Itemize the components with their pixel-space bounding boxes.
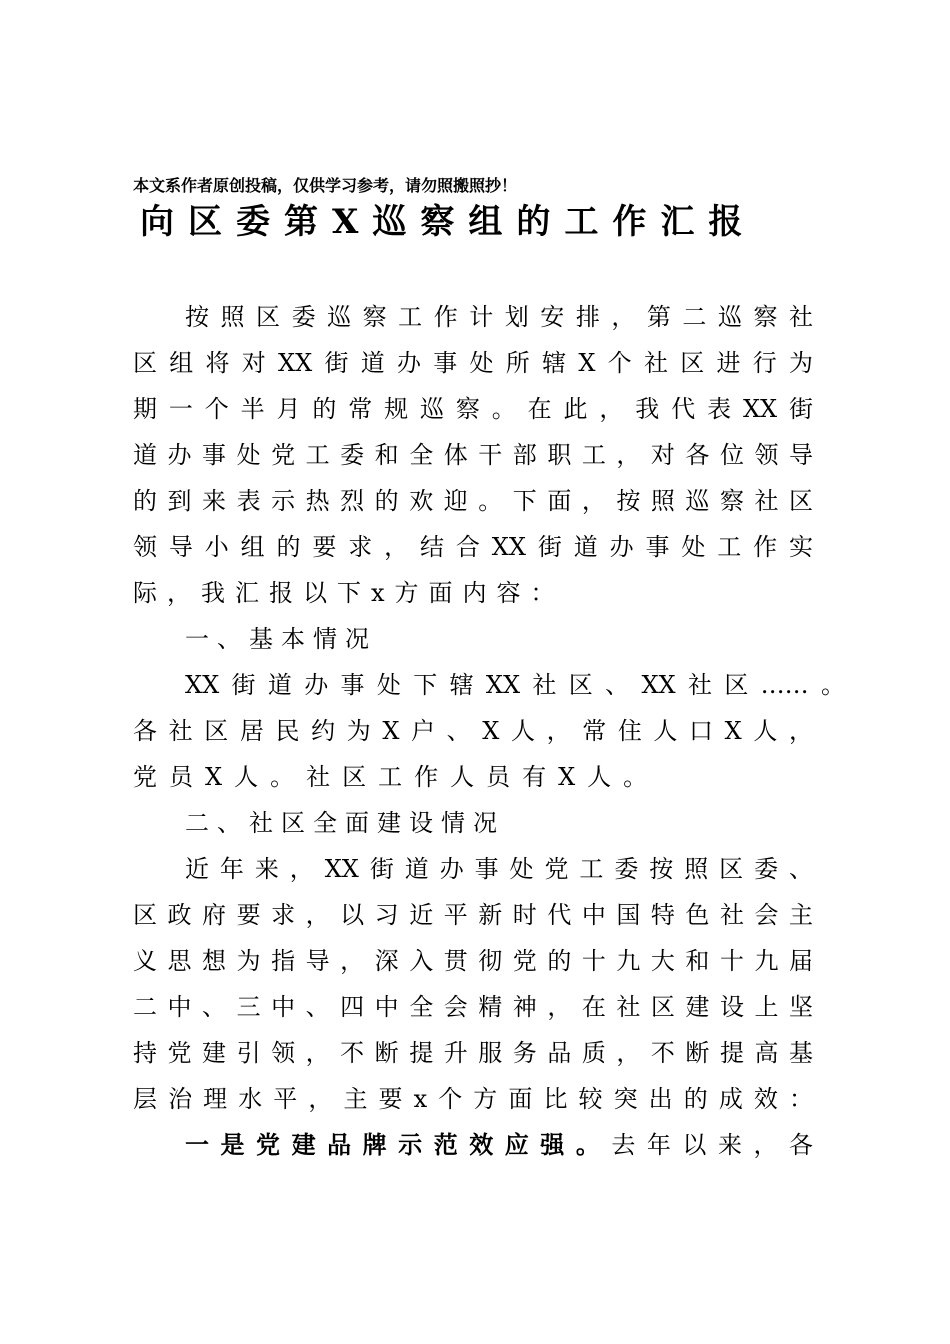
paragraph-line: 的到来表示热烈的欢迎。下面，按照巡察社区: [133, 487, 813, 515]
paragraph-line: 层治理水平，主要x个方面比较突出的成效：: [133, 1085, 813, 1113]
paragraph-line: 区组将对XX街道办事处所辖X个社区进行为: [133, 349, 813, 377]
paragraph-line: 二中、三中、四中全会精神，在社区建设上坚: [133, 993, 813, 1021]
paragraph-line: 按照区委巡察工作计划安排，第二巡察社: [185, 303, 813, 331]
paragraph-line: XX街道办事处下辖XX社区、XX社区……。: [185, 671, 845, 699]
paragraph-line: 党员X人。社区工作人员有X人。: [133, 763, 660, 791]
paragraph-line: 领导小组的要求，结合XX街道办事处工作实: [133, 533, 813, 561]
paragraph-line: 近年来，XX街道办事处党工委按照区委、: [185, 855, 813, 883]
paragraph-line: [185, 1130, 813, 1160]
paragraph-line: 区政府要求，以习近平新时代中国特色社会主: [133, 901, 813, 929]
section-heading: 二、社区全面建设情况: [185, 809, 505, 837]
copyright-notice: 本文系作者原创投稿，仅供学习参考，请勿照搬照抄！: [133, 176, 518, 195]
paragraph-text: 去年以来，各: [611, 1131, 814, 1159]
section-heading: 一、基本情况: [185, 625, 377, 653]
paragraph-line: 各社区居民约为X户、X人，常住人口X人，: [133, 717, 813, 745]
paragraph-line: 道办事处党工委和全体干部职工，对各位领导: [133, 441, 813, 469]
paragraph-line: 持党建引领，不断提升服务品质，不断提高基: [133, 1039, 813, 1067]
paragraph-line: 际，我汇报以下x方面内容：: [133, 579, 565, 607]
bold-lead-text: 一是党建品牌示范效应强。: [185, 1130, 612, 1159]
paragraph-line: 义思想为指导，深入贯彻党的十九大和十九届: [133, 947, 813, 975]
page-title: 向区委第X巡察组的工作汇报: [140, 202, 757, 242]
paragraph-line: 期一个半月的常规巡察。在此，我代表XX街: [133, 395, 813, 423]
